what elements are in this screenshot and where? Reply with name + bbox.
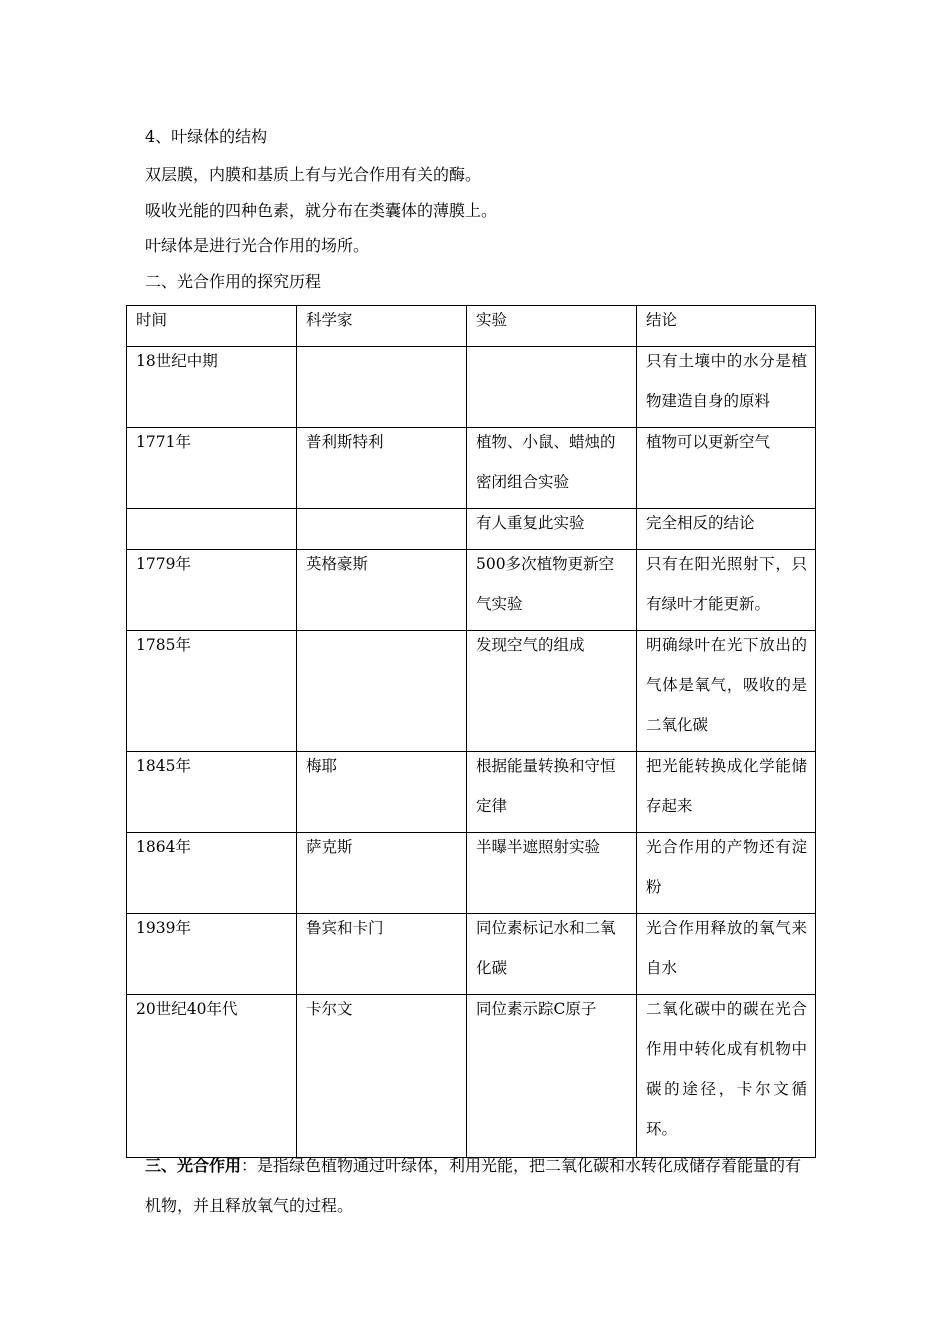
conclusion-cell: 光合作用释放的氧气来自水 (646, 919, 807, 977)
time-cell: 20世纪40年代 (136, 1000, 238, 1018)
experiment-cell: 同位素示踪C原子 (476, 1000, 597, 1018)
table-row (127, 550, 816, 631)
scientist-cell: 普利斯特利 (306, 433, 384, 451)
header-cell: 实验 (467, 306, 637, 347)
table-row (127, 914, 816, 995)
table-row (127, 995, 816, 1158)
section-3-heading: 三、光合作用 (145, 1156, 242, 1175)
time-cell: 1864年 (136, 838, 191, 856)
scientist-cell: 卡尔文 (306, 1000, 353, 1018)
table-row (127, 631, 816, 752)
conclusion-cell: 只有土壤中的水分是植物建造自身的原料 (646, 352, 807, 410)
time-cell: 18世纪中期 (136, 352, 218, 370)
scientist-cell: 鲁宾和卡门 (306, 919, 384, 937)
time-cell: 1785年 (136, 636, 191, 654)
text-line: 双层膜，内膜和基质上有与光合作用有关的酶。 (145, 165, 482, 184)
history-table (126, 305, 816, 1158)
time-cell: 1845年 (136, 757, 191, 775)
scientist-cell: 萨克斯 (306, 838, 353, 856)
experiment-cell: 植物、小鼠、蜡烛的密闭组合实验 (476, 433, 616, 491)
text-line: 吸收光能的四种色素，就分布在类囊体的薄膜上。 (145, 201, 498, 220)
header-cell: 科学家 (297, 306, 467, 347)
scientist-cell: 英格豪斯 (306, 555, 369, 573)
table-row (127, 833, 816, 914)
section-3-text: ：是指绿色植物通过叶绿体，利用光能，把二氧化碳和水转化成储存着能量的有机物，并且释放氧气的过程。 (145, 1156, 802, 1215)
time-cell: 1939年 (136, 919, 191, 937)
scientist-cell: 梅耶 (306, 757, 338, 775)
header-cell: 时间 (127, 306, 297, 347)
conclusion-cell: 明确绿叶在光下放出的气体是氧气，吸收的是二氧化碳 (646, 636, 807, 734)
experiment-cell: 同位素标记水和二氧化碳 (476, 919, 616, 977)
experiment-cell: 根据能量转换和守恒定律 (476, 757, 616, 815)
time-cell: 1779年 (136, 555, 191, 573)
experiment-cell: 500多次植物更新空气实验 (476, 555, 615, 613)
experiment-cell: 发现空气的组成 (476, 636, 585, 654)
conclusion-cell: 植物可以更新空气 (646, 433, 771, 451)
conclusion-cell: 二氧化碳中的碳在光合作用中转化成有机物中碳的途径，卡尔文循环。 (646, 1000, 807, 1138)
table-row (127, 347, 816, 428)
conclusion-cell: 光合作用的产物还有淀粉 (646, 838, 807, 896)
header-cell: 结论 (637, 306, 816, 347)
text-line: 叶绿体是进行光合作用的场所。 (145, 236, 370, 255)
section-2-heading: 二、光合作用的探究历程 (145, 272, 322, 291)
table-row (127, 752, 816, 833)
experiment-cell: 半曝半遮照射实验 (476, 838, 601, 856)
conclusion-cell: 只有在阳光照射下，只有绿叶才能更新。 (646, 555, 807, 613)
table-row (127, 428, 816, 509)
time-cell: 1771年 (136, 433, 191, 451)
section-4-heading: 4、叶绿体的结构 (145, 127, 268, 146)
experiment-cell: 有人重复此实验 (476, 514, 585, 532)
section-3-paragraph (145, 1146, 810, 1226)
conclusion-cell: 把光能转换成化学能储存起来 (646, 757, 807, 815)
conclusion-cell: 完全相反的结论 (646, 514, 755, 532)
